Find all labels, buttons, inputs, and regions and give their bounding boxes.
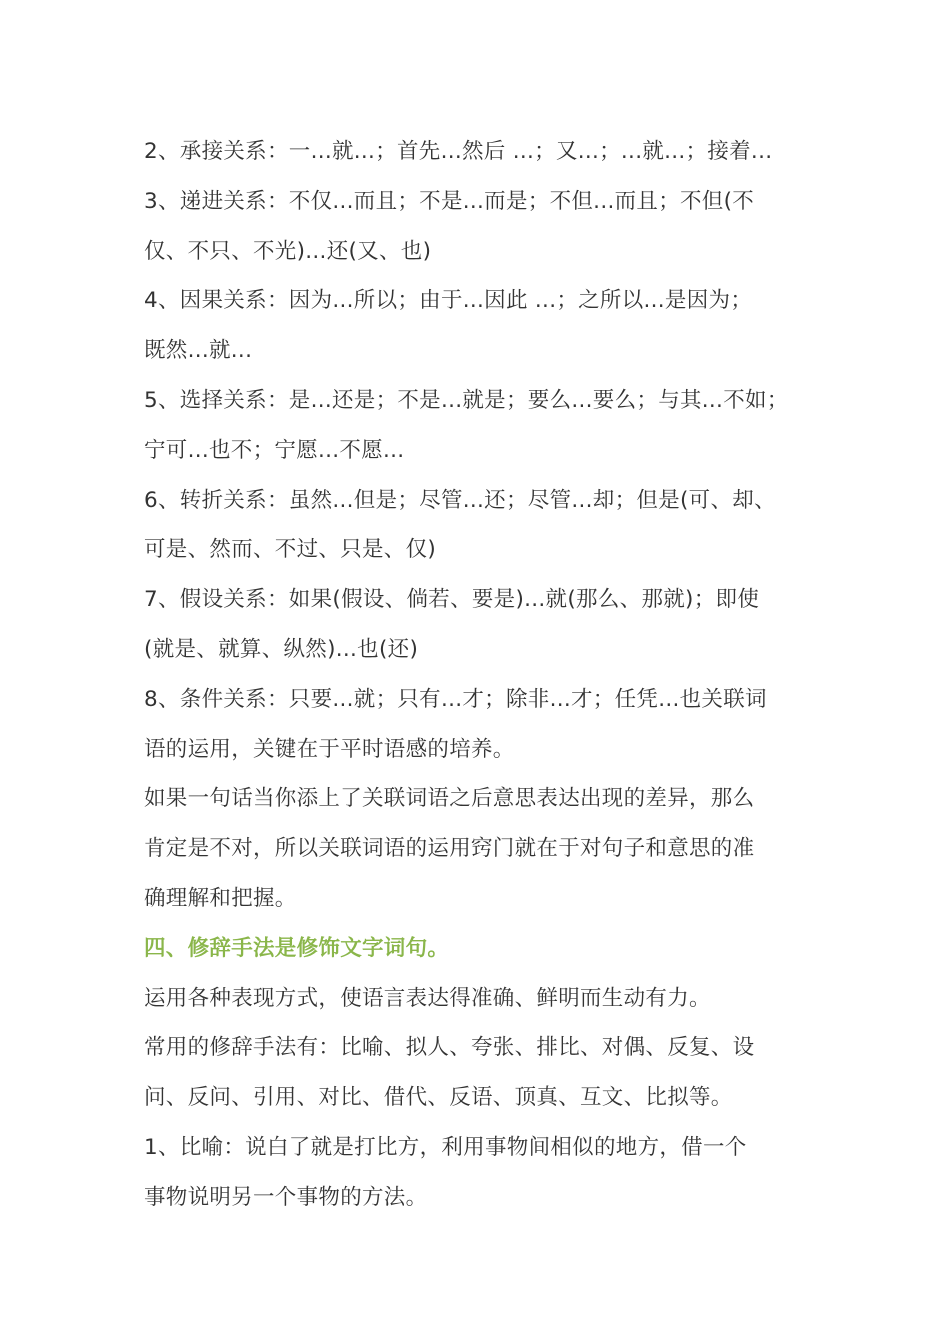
text-line: (就是、就算、纵然)...也(还) bbox=[144, 636, 419, 662]
text-line: 确理解和把握。 bbox=[144, 885, 297, 911]
text-line: 如果一句话当你添上了关联词语之后意思表达出现的差异，那么 bbox=[144, 786, 755, 812]
text-line: 5、选择关系：是...还是；不是...就是；要么...要么；与其...不如； bbox=[144, 387, 789, 413]
text-line: 事物说明另一个事物的方法。 bbox=[144, 1184, 428, 1210]
section-heading: 四、修辞手法是修饰文字词句。 bbox=[144, 935, 450, 961]
text-line: 语的运用，关键在于平时语感的培养。 bbox=[144, 736, 515, 762]
text-line: 4、因果关系：因为...所以；由于...因此 ...；之所以...是因为； bbox=[144, 288, 753, 314]
text-line: 既然...就... bbox=[144, 338, 253, 364]
text-line: 7、假设关系：如果(假设、倘若、要是)...就(那么、那就)；即使 bbox=[144, 587, 760, 613]
text-line: 问、反问、引用、对比、借代、反语、顶真、互文、比拟等。 bbox=[144, 1085, 733, 1111]
text-line: 肯定是不对，所以关联词语的运用窍门就在于对句子和意思的准 bbox=[144, 836, 755, 862]
text-line: 常用的修辞手法有：比喻、拟人、夸张、排比、对偶、反复、设 bbox=[144, 1035, 755, 1061]
text-line: 可是、然而、不过、只是、仅) bbox=[144, 537, 437, 563]
text-line: 3、递进关系：不仅...而且；不是...而是；不但...而且；不但(不 bbox=[144, 188, 755, 214]
text-line: 宁可...也不；宁愿...不愿... bbox=[144, 437, 405, 463]
text-line: 运用各种表现方式，使语言表达得准确、鲜明而生动有力。 bbox=[144, 985, 711, 1011]
text-line: 2、承接关系：一...就...；首先...然后 ...；又...；...就...；接着... bbox=[144, 139, 773, 164]
text-line: 6、转折关系：虽然...但是；尽管...还；尽管...却；但是(可、却、 bbox=[144, 487, 776, 513]
text-line: 1、比喻：说白了就是打比方，利用事物间相似的地方，借一个 bbox=[144, 1134, 747, 1160]
document-body bbox=[144, 127, 824, 1223]
text-line: 8、条件关系：只要...就；只有...才；除非...才；任凭...也关联词 bbox=[144, 686, 767, 712]
text-line: 仅、不只、不光)...还(又、也) bbox=[144, 238, 432, 264]
